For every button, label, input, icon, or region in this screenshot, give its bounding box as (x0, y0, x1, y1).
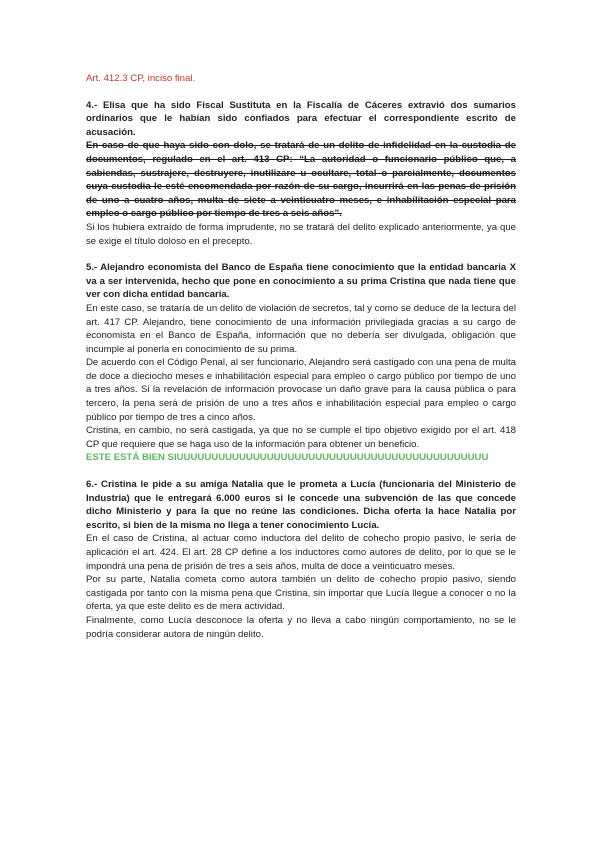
question-6-paragraph-1: En el caso de Cristina, al actuar como inductora del delito de cohecho propio pasivo, le sería de aplicación el art. 424. El art. 28 CP define a los inductores como autores de delito, por lo que se le impondrá una pena de prisión de tres a seis años, multa de doce a veinticuatro meses. (86, 533, 516, 572)
question-6-paragraph-3: Finalmente, como Lucía desconoce la oferta y no lleva a cabo ningún comportamiento, no se le podría considerar autora de ningún delito. (86, 614, 516, 640)
question-5-paragraph-3: Cristina, en cambio, no será castigada, ya que no se cumple el tipo objetivo exigido por el art. 418 CP que requiere que se haga uso de la información para obtener un beneficio. (86, 425, 516, 450)
question-6: 6.- Cristina le pide a su amiga Natalia que le prometa a Lucía (funcionaria del Ministerio de Industria) que le entregará 6.000 euros si le concede una subvención de las que concede dicho Ministerio y para la que no reúne las condiciones. Dicha oferta la hace Natalia por escrito, si bien de la misma no llega a tener conocimiento Lucía. (86, 479, 516, 531)
question-4: 4.- Elisa que ha sido Fiscal Sustituta en la Fiscalía de Cáceres extravió dos sumarios ordinarios que le habían sido confiados para efectuar el correspondiente escrito de acusación. (86, 99, 516, 138)
question-6-paragraph-2: Por su parte, Natalia cometa como autora también un delito de cohecho propio pasivo, siendo castigada por tanto con la misma pena que Cristina, sin importar que Lucía llegue a conocer o no la oferta, ya que este delito es de mera actividad. (86, 574, 516, 613)
question-5-note: ESTE ESTÁ BIEN SIUUUUUUUUUUUUUUUUUUUUUUUUUUUUUUUUUUUUUUUUUUUUU (86, 452, 489, 464)
question-5: 5.- Alejandro economista del Banco de España tiene conocimiento que la entidad bancaria X va a ser intervenida, hecho que pone en conocimiento a su prima Cristina que nada tiene que ver con dicha entidad bancaria. (86, 262, 516, 301)
question-5-paragraph-2: De acuerdo con el Código Penal, al ser funcionario, Alejandro será castigado con una pena de multa de doce a dieciocho meses e inhabilitación especial para empleo o cargo público por tiempo de uno a tres años. Si la revelación de información provocase un daño grave para la causa pública o para tercero, la pena será de prisión de uno a tres años e inhabilitación especial para empleo o cargo público por tiempo de tres a cinco años. (86, 357, 516, 423)
question-4-struck-answer: En caso de que haya sido con dolo, se tratará de un delito de infidelidad en la custodia de documentos, regulado en el art. 413 CP: “La autoridad o funcionario público que, a sabiendas, sustrajere, destruyere, inutilizare u ocultare, total o parcialmente, documentos cuya custodia le esté encomendada por razón de su cargo, incurrirá en las penas de prisión de uno a cuatro años, multa de siete a veinticuatro meses, e inhabilitación especial para empleo o cargo público por tiempo de tres a seis años”. (86, 140, 516, 220)
document-body (86, 72, 516, 641)
article-reference: Art. 412.3 CP, inciso final. (86, 73, 196, 84)
question-5-paragraph-1: En este caso, se trataría de un delito de violación de secretos, tal y como se deduce de la lectura del art. 417 CP. Alejandro, tiene conocimiento de una información privilegiada gracias a su cargo de economista en el Banco de España, información que no debería ser divulgada, obligación que incumple al ponerla en conocimiento de su prima. (86, 302, 516, 355)
question-4-answer: Si los hubiera extraído de forma imprudente, no se tratará del delito explicado anteriormente, ya que se exige el título doloso en el precepto. (86, 221, 516, 247)
